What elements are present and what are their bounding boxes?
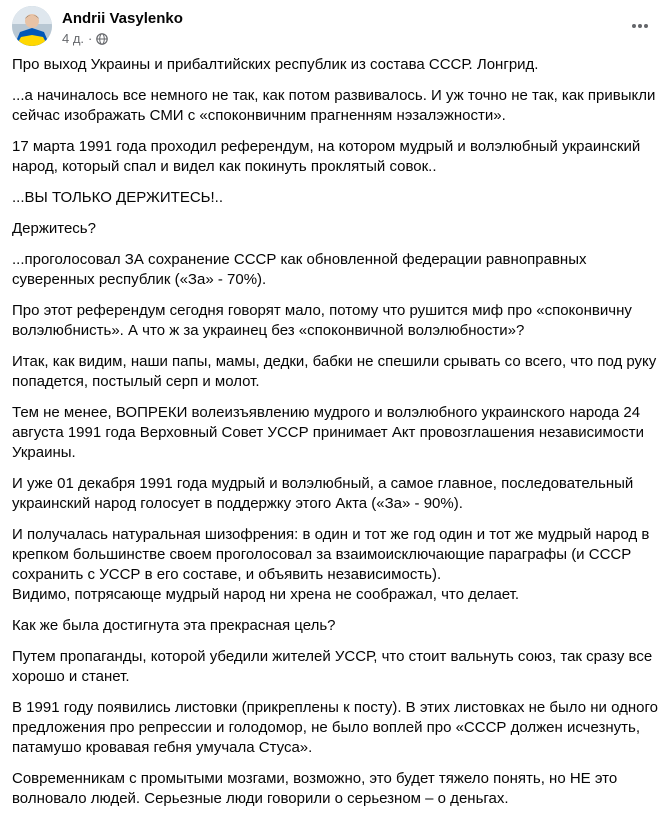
post-paragraph: Тем не менее, ВОПРЕКИ волеизъявлению мудрого и волэлюбного украинского народа 24 августа 1991 года Верховный Совет УССР принимает Акт провозглашения независимости Украины. (12, 404, 644, 461)
post-time[interactable]: 4 д. (62, 31, 85, 46)
avatar[interactable] (12, 6, 52, 46)
post-header (12, 6, 658, 50)
post-paragraph: Про этот референдум сегодня говорят мало, потому что рушится миф про «споконвичну волэлюбнисть». А что ж за украинец без «споконвичной волэлюбности»? (12, 302, 632, 339)
avatar-image (12, 6, 52, 46)
post-paragraph: Про выход Украины и прибалтийских республик из состава СССР. Лонгрид. (12, 56, 539, 73)
more-horizontal-icon (630, 16, 650, 36)
post-text (12, 55, 660, 820)
post-paragraph: Путем пропаганды, которой убедили жителей УССР, что стоит вальнуть союз, так сразу все хорошо и станет. (12, 648, 653, 685)
meta-separator: · (88, 31, 93, 46)
post-paragraph: Как же была достигнута эта прекрасная цель? (12, 617, 336, 634)
post-paragraph: Современникам с промытыми мозгами, возможно, это будет тяжело понять, но НЕ это волновало людей. Серьезные люди говорили о серьезном – о деньгах. (12, 770, 618, 807)
post-paragraph: И получалась натуральная шизофрения: в один и тот же год один и тот же мудрый народ в крепком большинстве своем проголосовал за взаимоисключающие параграфы (и СССР сохранить с УССР в его составе, и объявить независимость). (12, 526, 650, 583)
post-paragraph: В 1991 году появились листовки (прикреплены к посту). В этих листовках не было ни одного предложения про репрессии и голодомор, не было воплей про «СССР должен исчезнуть, патамушо кровавая гебня умучала Стуса». (12, 699, 658, 756)
author-name[interactable]: Andrii Vasylenko (62, 10, 183, 27)
post-paragraph: Держитесь? (12, 220, 96, 237)
post-paragraph: Итак, как видим, наши папы, мамы, дедки, бабки не спешили срывать со всего, что под руку попадется, постылый серп и молот. (12, 353, 657, 390)
post-meta (62, 31, 108, 46)
more-options-button[interactable] (622, 8, 658, 44)
post-paragraph: И уже 01 декабря 1991 года мудрый и волэлюбный, а самое главное, последовательный украинский народ голосует в поддержку этого Акта («За» - 90%). (12, 475, 634, 512)
post-paragraph: Видимо, потрясающе мудрый народ ни хрена не соображал, что делает. (12, 586, 520, 603)
post-paragraph: ...а начиналось все немного не так, как потом развивалось. И уж точно не так, как привыкли сейчас изображать СМИ с «споконвичним прагненням нэзалэжности». (12, 87, 656, 124)
post-paragraph: ...проголосовал ЗА сохранение СССР как обновленной федерации равноправных суверенных республик («За» - 70%). (12, 251, 587, 288)
post-paragraph: 17 марта 1991 года проходил референдум, на котором мудрый и волэлюбный украинский народ, который спал и видел как покинуть проклятый совок.. (12, 138, 641, 175)
post-paragraph: ...ВЫ ТОЛЬКО ДЕРЖИТЕСЬ!.. (12, 189, 224, 206)
globe-icon (96, 33, 108, 45)
